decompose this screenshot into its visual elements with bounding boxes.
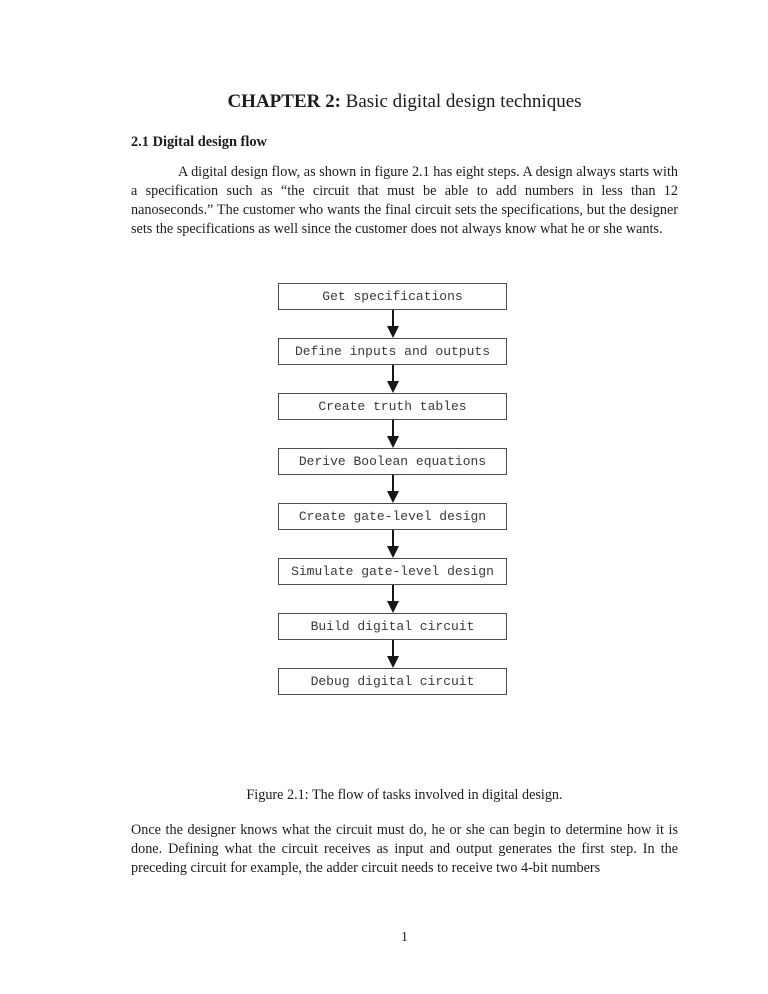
chapter-title [131, 91, 678, 113]
flow-step-label: Define inputs and outputs [294, 344, 491, 359]
design-flow-diagram [278, 283, 507, 695]
down-arrow-icon [278, 475, 507, 503]
chapter-title-text: Basic digital design techniques [340, 91, 582, 112]
section-heading: 2.1 Digital design flow [131, 134, 267, 150]
down-arrow-icon [278, 365, 507, 393]
down-arrow-icon [278, 530, 507, 558]
page-number: 1 [401, 929, 408, 944]
flow-step-label: Create truth tables [318, 399, 467, 414]
paragraph-body: Once the designer knows what the circuit must do, he or she can begin to determine how it is done. Defining what the circuit receives as input and output generates the first step. In the preceding circuit for example, the adder circuit needs to receive two 4-bit numbers [131, 822, 678, 876]
flow-step-label: Build digital circuit [310, 619, 475, 634]
figure-caption: Figure 2.1: The flow of tasks involved in digital design. [246, 787, 563, 803]
flow-step-label: Debug digital circuit [310, 674, 475, 689]
chapter-title-number: CHAPTER 2: [227, 91, 341, 112]
flow-step-label: Create gate-level design [298, 509, 487, 524]
down-arrow-icon [278, 640, 507, 668]
flow-step-box [278, 613, 507, 640]
flow-step-box [278, 448, 507, 475]
flow-step-box [278, 503, 507, 530]
flow-step-box [278, 393, 507, 420]
paragraph-intro: A digital design flow, as shown in figure 2.1 has eight steps. A design always starts with a specification such as “the circuit that must be able to add numbers in less than 12 nanoseconds.” The customer who wants the final circuit sets the specifications, but the designer sets the specifications as well since the customer does not always know what he or she wants. [131, 164, 678, 237]
flow-step-label: Get specifications [322, 289, 463, 304]
down-arrow-icon [278, 420, 507, 448]
down-arrow-icon [278, 585, 507, 613]
flow-step-label: Simulate gate-level design [291, 564, 494, 579]
flow-step-label: Derive Boolean equations [298, 454, 487, 469]
flow-step-box [278, 338, 507, 365]
flow-step-box [278, 283, 507, 310]
flow-step-box [278, 668, 507, 695]
flow-step-box [278, 558, 507, 585]
down-arrow-icon [278, 310, 507, 338]
